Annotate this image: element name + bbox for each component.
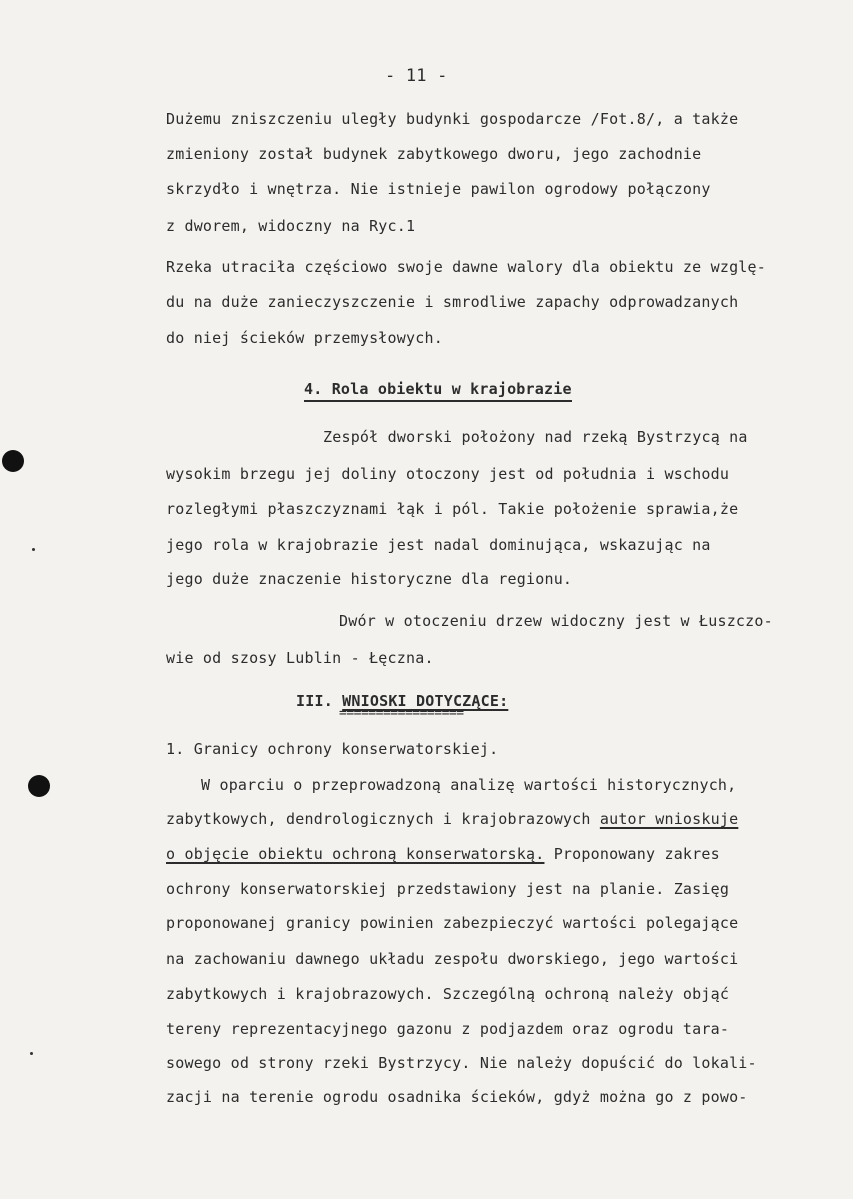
page-number: - 11 -: [385, 66, 448, 86]
text-line: do niej ścieków przemysłowych.: [166, 329, 443, 347]
text-line: rozległymi płaszczyznami łąk i pól. Takie położenie sprawia,że: [166, 500, 739, 518]
text-line: na zachowaniu dawnego układu zespołu dworskiego, jego wartości: [166, 950, 739, 968]
speck: [32, 548, 35, 551]
text-line: jego rola w krajobrazie jest nadal dominująca, wskazując na: [166, 536, 711, 554]
text-line: tereny reprezentacyjnego gazonu z podjazdem oraz ogrodu tara-: [166, 1020, 730, 1038]
section-heading: [304, 380, 572, 398]
text-line: Zespół dworski położony nad rzeką Bystrzycą na: [323, 428, 748, 446]
text-fragment: zabytkowych, dendrologicznych i krajobrazowych: [166, 810, 600, 828]
text-line: zmieniony został budynek zabytkowego dworu, jego zachodnie: [166, 145, 702, 163]
text-line: Dwór w otoczeniu drzew widoczny jest w Łuszczo-: [339, 612, 773, 630]
text-line: z dworem, widoczny na Ryc.1: [166, 217, 416, 235]
text-line: W oparciu o przeprowadzoną analizę wartości historycznych,: [201, 776, 737, 794]
text-line: Dużemu zniszczeniu uległy budynki gospodarcze /Fot.8/, a także: [166, 110, 739, 128]
subsection-heading: 1. Granicy ochrony konserwatorskiej.: [166, 740, 499, 758]
text-line: proponowanej granicy powinien zabezpieczyć wartości polegające: [166, 914, 739, 932]
text-line: zacji na terenie ogrodu osadnika ścieków, gdyż można go z powo-: [166, 1088, 748, 1106]
double-underline: =================: [339, 706, 464, 721]
text-line: Rzeka utraciła częściowo swoje dawne walory dla obiektu ze wzglę-: [166, 258, 766, 276]
section-number: III.: [296, 692, 333, 710]
text-line: wie od szosy Lublin - Łęczna.: [166, 649, 434, 667]
text-line: skrzydło i wnętrza. Nie istnieje pawilon ogrodowy połączony: [166, 180, 711, 198]
underlined-phrase: o objęcie obiektu ochroną konserwatorską.: [166, 845, 545, 863]
text-line: zabytkowych i krajobrazowych. Szczególną ochroną należy objąć: [166, 985, 730, 1003]
text-fragment: Proponowany zakres: [544, 845, 720, 863]
text-line: [166, 810, 738, 828]
text-line: ochrony konserwatorskiej przedstawiony jest na planie. Zasięg: [166, 880, 730, 898]
text-line: wysokim brzegu jej doliny otoczony jest od południa i wschodu: [166, 465, 730, 483]
section-heading-text: WNIOSKI DOTYCZĄCE:: [342, 692, 509, 710]
underlined-phrase: autor wnioskuje: [599, 810, 739, 828]
text-line: du na duże zanieczyszczenie i smrodliwe zapachy odprowadzanych: [166, 293, 739, 311]
punch-hole: [2, 450, 24, 472]
text-line: sowego od strony rzeki Bystrzycy. Nie należy dopuścić do lokali-: [166, 1054, 757, 1072]
speck: [30, 1052, 33, 1055]
text-line: [166, 845, 720, 863]
punch-hole: [28, 775, 50, 797]
text-line: jego duże znaczenie historyczne dla regionu.: [166, 570, 573, 588]
section-heading-text: 4. Rola obiektu w krajobrazie: [304, 380, 572, 402]
